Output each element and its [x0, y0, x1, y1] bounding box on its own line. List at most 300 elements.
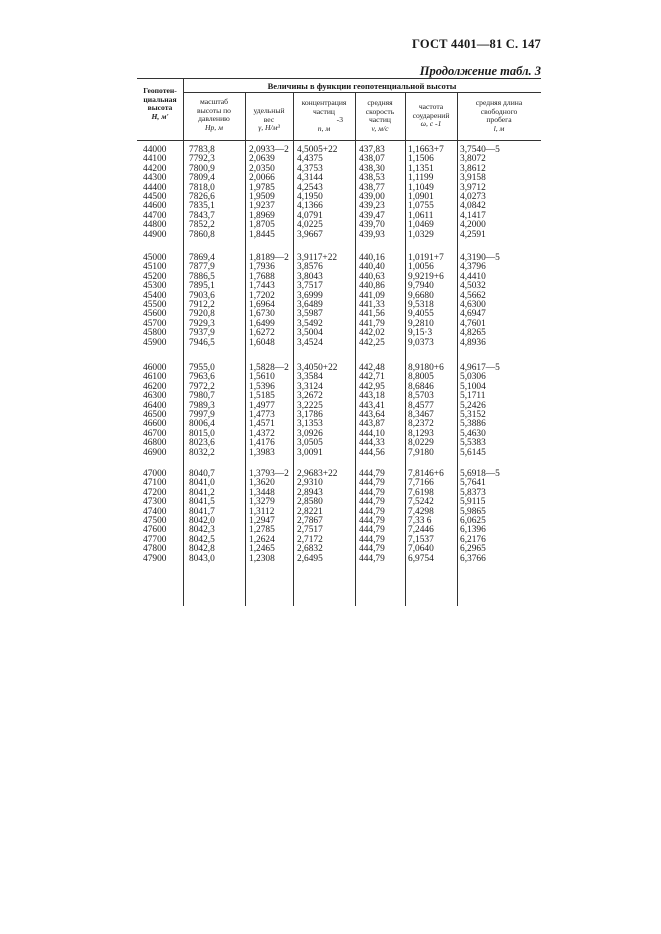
- table-cell: 47900: [143, 553, 167, 564]
- table-cell: 9,15·3: [408, 328, 433, 339]
- table-cell: 1,8969: [249, 210, 275, 221]
- table-cell: 7860,8: [189, 229, 215, 240]
- table-cell: 1,1351: [408, 163, 434, 174]
- table-cell: 1,4176: [249, 438, 275, 449]
- table-cell: 4,2591: [460, 229, 486, 240]
- table-cell: 2,6832: [297, 544, 323, 555]
- table-cell: 444,79: [359, 478, 385, 489]
- row-block: [137, 146, 541, 240]
- table-cell: 44300: [143, 173, 167, 184]
- table-cell: 3,9117+22: [297, 253, 338, 263]
- table-cell: 5,5383: [460, 438, 486, 449]
- table-cell: 1,0191+7: [408, 253, 444, 263]
- continuation-label: Продолжение табл. 3: [419, 64, 541, 78]
- table-cell: 1,7443: [249, 281, 275, 292]
- table-cell: 4,3144: [297, 173, 323, 184]
- table-cell: 2,7172: [297, 534, 323, 545]
- table-cell: 6,0625: [460, 515, 486, 526]
- table-cell: 47300: [143, 497, 167, 508]
- table-cell: 3,5004: [297, 328, 323, 339]
- table-cell: 7877,9: [189, 262, 215, 273]
- table-cell: 439,23: [359, 201, 385, 212]
- table-cell: 444,33: [359, 438, 385, 449]
- table-cell: 4,2000: [460, 220, 486, 231]
- table-cell: 4,3190—5: [460, 253, 500, 263]
- table-cell: 3,9712: [460, 182, 486, 193]
- table-cell: 1,4372: [249, 428, 275, 439]
- table-cell: 7,8146+6: [408, 469, 444, 479]
- table-cell: 5,6145: [460, 447, 486, 458]
- table-cell: 8,8005: [408, 372, 434, 383]
- table-cell: 1,0901: [408, 191, 434, 202]
- table-cell: 7937,9: [189, 328, 215, 339]
- table-cell: 45300: [143, 281, 167, 292]
- table-cell: 45900: [143, 337, 167, 348]
- table-cell: 46500: [143, 409, 167, 420]
- table-cell: 47500: [143, 515, 167, 526]
- table-cell: 4,8265: [460, 328, 486, 339]
- table-cell: 8,4577: [408, 400, 434, 411]
- table-cell: 439,00: [359, 191, 385, 202]
- table-cell: 441,33: [359, 299, 385, 310]
- table-cell: 1,4571: [249, 419, 275, 430]
- table-row: [137, 339, 541, 348]
- table-cell: 3,8612: [460, 163, 486, 174]
- table-cell: 46000: [143, 363, 167, 373]
- table-cell: 3,1786: [297, 409, 323, 420]
- table-cell: 443,41: [359, 400, 385, 411]
- table-cell: 3,9667: [297, 229, 323, 240]
- table-cell: 8,0229: [408, 438, 434, 449]
- table-cell: 47600: [143, 525, 167, 536]
- table-cell: 439,70: [359, 220, 385, 231]
- table-cell: 5,1004: [460, 381, 486, 392]
- table-cell: 46700: [143, 428, 167, 439]
- table-cell: 3,5492: [297, 318, 323, 329]
- table-cell: 1,3793—2: [249, 469, 289, 479]
- table-cell: 6,2965: [460, 544, 486, 555]
- table-cell: 1,3112: [249, 506, 275, 517]
- table-cell: 1,7936: [249, 262, 275, 273]
- table-cell: 1,2624: [249, 534, 275, 545]
- table-cell: 3,0926: [297, 428, 323, 439]
- table-top-rule: [137, 78, 541, 79]
- table-cell: 5,0306: [460, 372, 486, 383]
- table-cell: 3,8043: [297, 271, 323, 282]
- table-cell: 7,6198: [408, 487, 434, 498]
- table-cell: 1,5610: [249, 372, 275, 383]
- table-cell: 46400: [143, 400, 167, 411]
- table-cell: 46300: [143, 391, 167, 402]
- table-cell: 4,6300: [460, 299, 486, 310]
- table-cell: 46900: [143, 447, 167, 458]
- header-bottom-rule: [137, 140, 541, 141]
- table-cell: 8032,2: [189, 447, 215, 458]
- table-cell: 4,4375: [297, 154, 323, 165]
- row-block: [137, 470, 541, 564]
- table-cell: 9,5318: [408, 299, 434, 310]
- col-header-mean-free-path: средняя длина свободного пробега l, м: [475, 98, 523, 133]
- table-cell: 8,2372: [408, 419, 434, 430]
- table-cell: 7,2446: [408, 525, 434, 536]
- table-cell: 3,2672: [297, 391, 323, 402]
- table-cell: 7903,6: [189, 290, 215, 301]
- table-cell: 44000: [143, 145, 167, 155]
- col-header-collision-frequency: частота соударений ω, с -1: [412, 102, 450, 129]
- table-cell: 3,7540—5: [460, 145, 500, 155]
- table-cell: 3,3124: [297, 381, 323, 392]
- table-cell: 6,3766: [460, 553, 486, 564]
- table-cell: 5,2426: [460, 400, 486, 411]
- table-cell: 1,1506: [408, 154, 434, 165]
- table-cell: 4,2543: [297, 182, 323, 193]
- table-cell: 44500: [143, 191, 167, 202]
- table-cell: 47800: [143, 544, 167, 555]
- table-cell: 444,56: [359, 447, 385, 458]
- table-cell: 8,1293: [408, 428, 434, 439]
- table-cell: 4,8936: [460, 337, 486, 348]
- table-row: [137, 449, 541, 458]
- table-cell: 2,8580: [297, 497, 323, 508]
- table-cell: 8042,8: [189, 544, 215, 555]
- table-cell: 7818,0: [189, 182, 215, 193]
- table-cell: 2,9310: [297, 478, 323, 489]
- table-cell: 2,0639: [249, 154, 275, 165]
- table-cell: 5,9115: [460, 497, 486, 508]
- table-cell: 47200: [143, 487, 167, 498]
- table-cell: 47100: [143, 478, 167, 489]
- table-cell: 1,9785: [249, 182, 275, 193]
- table-cell: 7792,3: [189, 154, 215, 165]
- row-block: [137, 254, 541, 348]
- table-cell: 444,79: [359, 553, 385, 564]
- table-cell: 1,8445: [249, 229, 275, 240]
- table-cell: 1,2465: [249, 544, 275, 555]
- table-cell: 444,79: [359, 525, 385, 536]
- table-cell: 3,8072: [460, 154, 486, 165]
- table-cell: 5,3152: [460, 409, 486, 420]
- table-cell: 8041,7: [189, 506, 215, 517]
- table-cell: 5,9865: [460, 506, 486, 517]
- table-cell: 5,1711: [460, 391, 486, 402]
- table-cell: 4,5005+22: [297, 145, 338, 155]
- table-cell: 46800: [143, 438, 167, 449]
- table-cell: 444,79: [359, 487, 385, 498]
- table-cell: 2,0933—2: [249, 145, 289, 155]
- table-cell: 4,5662: [460, 290, 486, 301]
- table-cell: 7852,2: [189, 220, 215, 231]
- table-cell: 7,0640: [408, 544, 434, 555]
- table-cell: 2,7517: [297, 525, 323, 536]
- table-cell: 4,3796: [460, 262, 486, 273]
- table-cell: 1,8705: [249, 220, 275, 231]
- table-cell: 3,3584: [297, 372, 323, 383]
- table-cell: 443,87: [359, 419, 385, 430]
- table-cell: 442,25: [359, 337, 385, 348]
- table-cell: 8,9180+6: [408, 363, 444, 373]
- table-cell: 9,4055: [408, 309, 434, 320]
- table-cell: 1,0755: [408, 201, 434, 212]
- table-cell: 7972,2: [189, 381, 215, 392]
- table-cell: 8042,0: [189, 515, 215, 526]
- table-cell: 46100: [143, 372, 167, 383]
- table-cell: 1,2308: [249, 553, 275, 564]
- table-cell: 6,1396: [460, 525, 486, 536]
- table-cell: 7946,5: [189, 337, 215, 348]
- table-cell: 1,1663+7: [408, 145, 444, 155]
- table-cell: 438,07: [359, 154, 385, 165]
- table-cell: 8023,6: [189, 438, 215, 449]
- table-cell: 443,18: [359, 391, 385, 402]
- table-cell: 4,0225: [297, 220, 323, 231]
- table-cell: 440,40: [359, 262, 385, 273]
- table-cell: 47700: [143, 534, 167, 545]
- data-table: [137, 78, 541, 606]
- table-cell: 44900: [143, 229, 167, 240]
- table-cell: 3,8576: [297, 262, 323, 273]
- table-cell: 46600: [143, 419, 167, 430]
- table-cell: 2,9683+22: [297, 469, 338, 479]
- table-cell: 1,2785: [249, 525, 275, 536]
- table-cell: 1,4773: [249, 409, 275, 420]
- table-cell: 2,8943: [297, 487, 323, 498]
- table-cell: 4,1417: [460, 210, 486, 221]
- table-cell: 444,79: [359, 469, 385, 479]
- table-cell: 8040,7: [189, 469, 215, 479]
- table-cell: 1,8189—2: [249, 253, 289, 263]
- table-cell: 444,79: [359, 506, 385, 517]
- table-cell: 4,7601: [460, 318, 486, 329]
- table-cell: 3,7517: [297, 281, 323, 292]
- table-cell: 441,56: [359, 309, 385, 320]
- table-cell: 45000: [143, 253, 167, 263]
- table-cell: 7963,6: [189, 372, 215, 383]
- table-cell: 2,8221: [297, 506, 323, 517]
- table-cell: 44800: [143, 220, 167, 231]
- table-cell: 7,9180: [408, 447, 434, 458]
- table-cell: 444,79: [359, 497, 385, 508]
- table-cell: 4,1366: [297, 201, 323, 212]
- table-cell: 6,9754: [408, 553, 434, 564]
- table-cell: 3,6999: [297, 290, 323, 301]
- table-cell: 9,0373: [408, 337, 434, 348]
- table-cell: 8043,0: [189, 553, 215, 564]
- table-cell: 8041,2: [189, 487, 215, 498]
- table-cell: 1,5828—2: [249, 363, 289, 373]
- table-cell: 47000: [143, 469, 167, 479]
- table-cell: 8015,0: [189, 428, 215, 439]
- table-cell: 2,0350: [249, 163, 275, 174]
- table-cell: 7,33 6: [408, 515, 432, 526]
- table-cell: 440,86: [359, 281, 385, 292]
- table-cell: 46200: [143, 381, 167, 392]
- table-cell: 7912,2: [189, 299, 215, 310]
- table-cell: 442,48: [359, 363, 385, 373]
- table-cell: 1,5185: [249, 391, 275, 402]
- table-cell: 1,6048: [249, 337, 275, 348]
- table-cell: 1,0469: [408, 220, 434, 231]
- table-cell: 4,0273: [460, 191, 486, 202]
- table-cell: 1,3620: [249, 478, 275, 489]
- table-cell: 440,63: [359, 271, 385, 282]
- table-cell: 438,53: [359, 173, 385, 184]
- table-cell: 1,1049: [408, 182, 434, 193]
- table-cell: 8042,3: [189, 525, 215, 536]
- table-cell: 9,7940: [408, 281, 434, 292]
- table-cell: 441,09: [359, 290, 385, 301]
- table-cell: 444,79: [359, 515, 385, 526]
- table-cell: 443,64: [359, 409, 385, 420]
- table-row: [137, 231, 541, 240]
- table-cell: 1,3448: [249, 487, 275, 498]
- table-cell: 438,30: [359, 163, 385, 174]
- table-cell: 1,6272: [249, 328, 275, 339]
- table-cell: 3,6489: [297, 299, 323, 310]
- table-cell: 444,79: [359, 544, 385, 555]
- table-cell: 1,6964: [249, 299, 275, 310]
- table-cell: 441,79: [359, 318, 385, 329]
- table-cell: 45400: [143, 290, 167, 301]
- table-cell: 4,9617—5: [460, 363, 500, 373]
- table-cell: 3,5987: [297, 309, 323, 320]
- table-cell: 8042,5: [189, 534, 215, 545]
- table-cell: 7989,3: [189, 400, 215, 411]
- table-cell: 7886,5: [189, 271, 215, 282]
- table-cell: 9,6680: [408, 290, 434, 301]
- table-cell: 7895,1: [189, 281, 215, 292]
- table-cell: 1,2947: [249, 515, 275, 526]
- table-cell: 7809,4: [189, 173, 215, 184]
- table-cell: 444,79: [359, 534, 385, 545]
- table-cell: 8041,5: [189, 497, 215, 508]
- table-cell: 45500: [143, 299, 167, 310]
- table-cell: 3,1353: [297, 419, 323, 430]
- table-cell: 7800,9: [189, 163, 215, 174]
- table-cell: 4,4410: [460, 271, 486, 282]
- table-cell: 4,6947: [460, 309, 486, 320]
- table-cell: 3,4050+22: [297, 363, 338, 373]
- table-cell: 8,3467: [408, 409, 434, 420]
- table-cell: 1,6730: [249, 309, 275, 320]
- table-cell: 1,3983: [249, 447, 275, 458]
- table-cell: 1,6499: [249, 318, 275, 329]
- table-cell: 9,9219+6: [408, 271, 444, 282]
- table-cell: 3,9158: [460, 173, 486, 184]
- table-cell: 7997,9: [189, 409, 215, 420]
- table-cell: 1,0611: [408, 210, 434, 221]
- table-cell: 1,9237: [249, 201, 275, 212]
- table-cell: 438,77: [359, 182, 385, 193]
- table-cell: 442,95: [359, 381, 385, 392]
- table-cell: 45200: [143, 271, 167, 282]
- col-header-specific-weight: удельный вес γ, Н/м³: [253, 106, 285, 133]
- table-cell: 8041,0: [189, 478, 215, 489]
- table-cell: 2,0066: [249, 173, 275, 184]
- table-cell: 440,16: [359, 253, 385, 263]
- table-cell: 7835,1: [189, 201, 215, 212]
- table-cell: 1,7202: [249, 290, 275, 301]
- col-header-mean-speed: средняя скорость частиц v, м/с: [365, 98, 395, 133]
- table-cell: 5,7641: [460, 478, 486, 489]
- table-cell: 7980,7: [189, 391, 215, 402]
- table-cell: 4,3753: [297, 163, 323, 174]
- table-cell: 5,6918—5: [460, 469, 500, 479]
- table-cell: 437,83: [359, 145, 385, 155]
- table-cell: 44200: [143, 163, 167, 174]
- table-cell: 7929,3: [189, 318, 215, 329]
- col-header-scale-height: масштаб высоты по давлению Hp, м: [197, 97, 231, 132]
- table-cell: 7,5242: [408, 497, 434, 508]
- table-cell: 439,93: [359, 229, 385, 240]
- table-cell: 1,1199: [408, 173, 434, 184]
- group-title: Величины в функции геопотенциальной высоты: [267, 81, 457, 91]
- page-header: ГОСТ 4401—81 С. 147: [412, 37, 541, 51]
- table-cell: 4,1950: [297, 191, 323, 202]
- table-cell: 44600: [143, 201, 167, 212]
- table-cell: 1,5396: [249, 381, 275, 392]
- table-cell: 45700: [143, 318, 167, 329]
- table-cell: 9,2810: [408, 318, 434, 329]
- table-cell: 442,02: [359, 328, 385, 339]
- table-cell: 8,5703: [408, 391, 434, 402]
- table-cell: 7843,7: [189, 210, 215, 221]
- col-header-concentration: концентрация частиц -3 n, м: [301, 98, 347, 133]
- table-cell: 444,10: [359, 428, 385, 439]
- table-cell: 8,6846: [408, 381, 434, 392]
- table-cell: 4,0842: [460, 201, 486, 212]
- table-cell: 8006,4: [189, 419, 215, 430]
- table-cell: 7955,0: [189, 363, 215, 373]
- table-cell: 1,4977: [249, 400, 275, 411]
- table-cell: 1,0056: [408, 262, 434, 273]
- table-cell: 439,47: [359, 210, 385, 221]
- table-cell: 3,0091: [297, 447, 323, 458]
- table-cell: 5,4630: [460, 428, 486, 439]
- table-cell: 2,6495: [297, 553, 323, 564]
- table-cell: 47400: [143, 506, 167, 517]
- table-cell: 7826,6: [189, 191, 215, 202]
- table-cell: 1,9509: [249, 191, 275, 202]
- table-cell: 44400: [143, 182, 167, 193]
- table-cell: 7783,8: [189, 145, 215, 155]
- table-cell: 45600: [143, 309, 167, 320]
- table-cell: 5,3886: [460, 419, 486, 430]
- table-cell: 7920,8: [189, 309, 215, 320]
- table-cell: 2,7867: [297, 515, 323, 526]
- table-cell: 1,0329: [408, 229, 434, 240]
- table-cell: 44100: [143, 154, 167, 165]
- table-cell: 7,1537: [408, 534, 434, 545]
- table-cell: 6,2176: [460, 534, 486, 545]
- row-block: [137, 364, 541, 458]
- table-cell: 4,0791: [297, 210, 323, 221]
- table-cell: 442,71: [359, 372, 385, 383]
- table-cell: 3,4524: [297, 337, 323, 348]
- table-cell: 5,8373: [460, 487, 486, 498]
- table-cell: 45100: [143, 262, 167, 273]
- table-cell: 7,7166: [408, 478, 434, 489]
- table-cell: 4,5032: [460, 281, 486, 292]
- table-cell: 45800: [143, 328, 167, 339]
- table-cell: 7869,4: [189, 253, 215, 263]
- table-cell: 7,4298: [408, 506, 434, 517]
- col-header-height: Геопотен- циальная высота H, м': [143, 86, 177, 121]
- table-row: [137, 555, 541, 564]
- table-cell: 44700: [143, 210, 167, 221]
- table-cell: 1,3279: [249, 497, 275, 508]
- table-cell: 3,2225: [297, 400, 323, 411]
- group-title-rule: [183, 92, 541, 93]
